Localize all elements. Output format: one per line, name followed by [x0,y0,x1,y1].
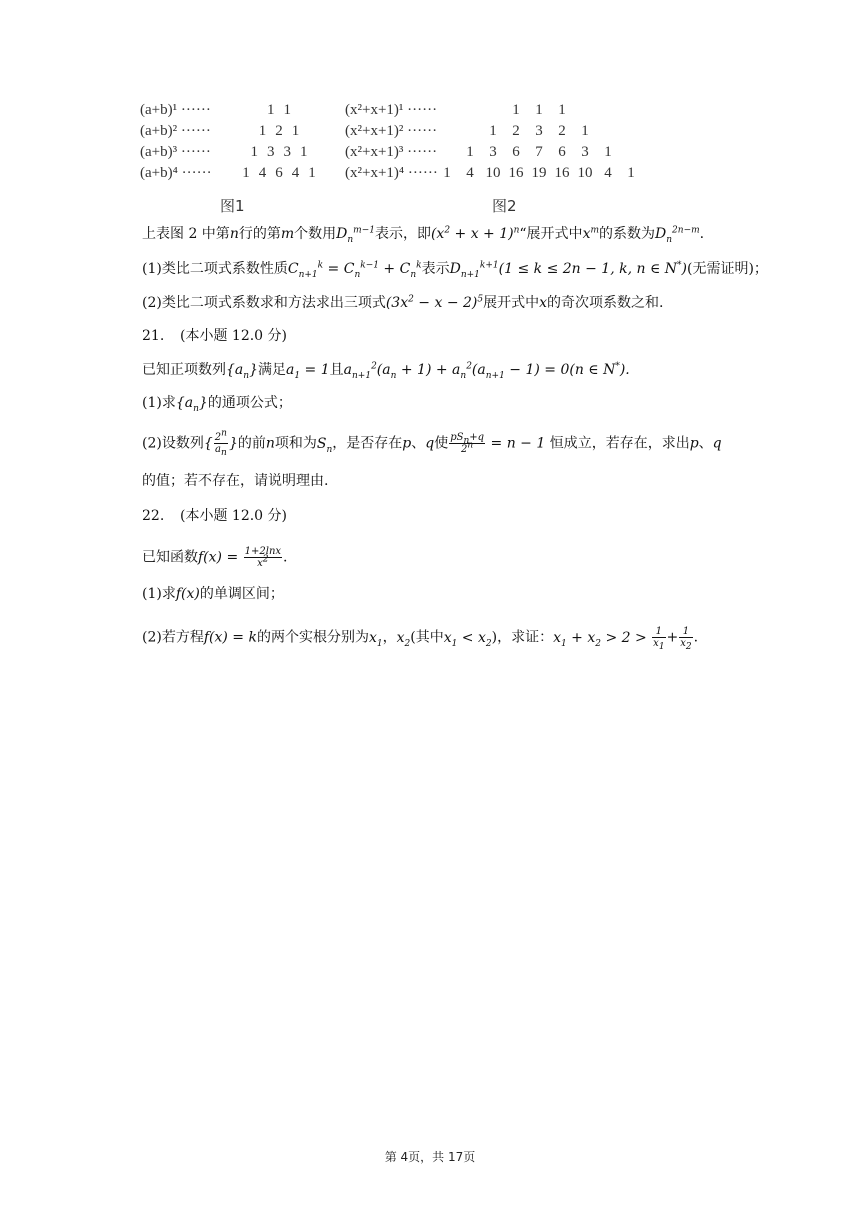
question-21-part-2-continued: 的值；若不存在，请说明理由. [142,473,329,489]
coefficient-value: 1 [308,165,316,181]
triangle-row [140,121,325,142]
row-expression-label: (x²+x+1)¹ ······ [345,102,438,118]
coefficient-value: 3 [267,144,275,160]
figure-1-caption: 图1 [220,197,245,215]
coefficient-value: 1 [258,123,267,139]
coefficient-value: 1 [443,165,451,181]
coefficient-value: 3 [489,144,497,160]
coefficient-value: 1 [627,165,635,181]
question-21-part-1: (1)求$\{a_n\}$的通项公式； [142,395,292,414]
coefficient-value: 2 [558,123,566,139]
coefficient-value: 4 [466,165,474,181]
row-expression-label: (a+b)¹ ······ [140,102,211,118]
triangle-row [345,142,645,163]
coefficient-value: 10 [485,165,501,181]
coefficient-value: 1 [489,123,497,139]
question-22-part-2: (2)若方程f(x) = k的两个实根分别为$x_1$，$x_2$(其中$x_1 < x_2$)，求证：$x_1 + x_2 > 2$ > $\frac{1}{x_1}$ + $\frac{1}{x_2}$ . [142,626,699,652]
coefficient-value: 19 [531,165,547,181]
coefficient-value: 1 [604,144,612,160]
question-21-stem: 已知正项数列$\{a_n\}$满足$a_1 = 1$且$a_{n+1}^2(a_n + 1) + a_n^2(a_{n+1} - 1) = 0(n$ ∈ N*). [142,361,630,381]
coefficient-value: 1 [300,144,308,160]
coefficient-value: 3 [535,123,543,139]
row-expression-label: (x²+x+1)³ ······ [345,144,438,160]
coefficient-value: 6 [558,144,566,160]
coefficient-value: 4 [604,165,612,181]
triangle-row [140,142,325,163]
intro-line: 上表图 2 中第n行的第m个数用$D_n^{m-1}$表示，即($x^2 + x$ + $1)^n“$展开式中$x^m$的系数为$D_n^{2n-m}$. [142,225,705,245]
question-22-stem: 已知函数f(x) = $\frac{1+2\ln x}{x^2}$ . [142,546,288,569]
question-22-header: 22. (本小题 12.0 分) [142,508,287,524]
page-footer: 第 4页，共 17页 [384,1150,476,1164]
question-22-part-1: (1)求f(x)的单调区间； [142,586,284,602]
figure-2-caption: 图2 [492,197,517,215]
coefficient-value: 10 [577,165,593,181]
coefficient-value: 3 [283,144,291,160]
coefficient-value: 1 [283,102,291,118]
figure-2-trinomial-triangle [345,100,645,184]
row-expression-label: (x²+x+1)² ······ [345,123,438,139]
coefficient-value: 4 [258,165,267,181]
figure-1-pascal-triangle [140,100,325,184]
triangle-row [140,100,325,121]
row-expression-label: (x²+x+1)⁴ ······ [345,165,438,181]
coefficient-value: 6 [275,165,283,181]
coefficient-value: 6 [512,144,520,160]
coefficient-value: 1 [267,102,275,118]
coefficient-value: 1 [512,102,520,118]
part-1-line: (1)类比二项式系数性质$C_{n+1}^k = C_n^{k-1} + C_n^k$表示$D_{n+1}^{k+1}(1 \le k \le 2n - 1$, k, n ∈ N*)(无需证明)； [142,260,768,280]
coefficient-value: 1 [535,102,543,118]
row-expression-label: (a+b)⁴ ······ [140,165,212,181]
coefficient-value: 1 [466,144,474,160]
coefficient-value: 7 [535,144,543,160]
coefficient-value: 16 [508,165,524,181]
triangle-row [345,163,645,184]
triangle-row [345,121,645,142]
coefficient-value: 1 [250,144,258,160]
coefficient-value: 1 [291,123,300,139]
coefficient-value: 2 [275,123,283,139]
row-expression-label: (a+b)³ ······ [140,144,211,160]
coefficient-value: 4 [291,165,300,181]
question-21-part-2: (2)设数列{ $\frac{2^n}{a_n}$ }的前n项和为$S_n$，是否存在p、q使 $\frac{pS_n+q}{2^n}$ = n − 1 恒成立，若存在，求出p、q [142,428,722,458]
coefficient-value: 2 [512,123,520,139]
coefficient-value: 1 [558,102,566,118]
coefficient-value: 3 [581,144,589,160]
coefficient-value: 1 [242,165,250,181]
coefficient-value: 1 [581,123,589,139]
row-expression-label: (a+b)² ······ [140,123,211,139]
part-2-line: (2)类比二项式系数求和方法求出三项式$(3x^2 - x - 2)^5$展开式中x的奇次项系数之和. [142,294,664,311]
coefficient-value: 16 [554,165,570,181]
triangle-row [140,163,325,184]
triangle-row [345,100,645,121]
question-21-header: 21. (本小题 12.0 分) [142,328,287,344]
